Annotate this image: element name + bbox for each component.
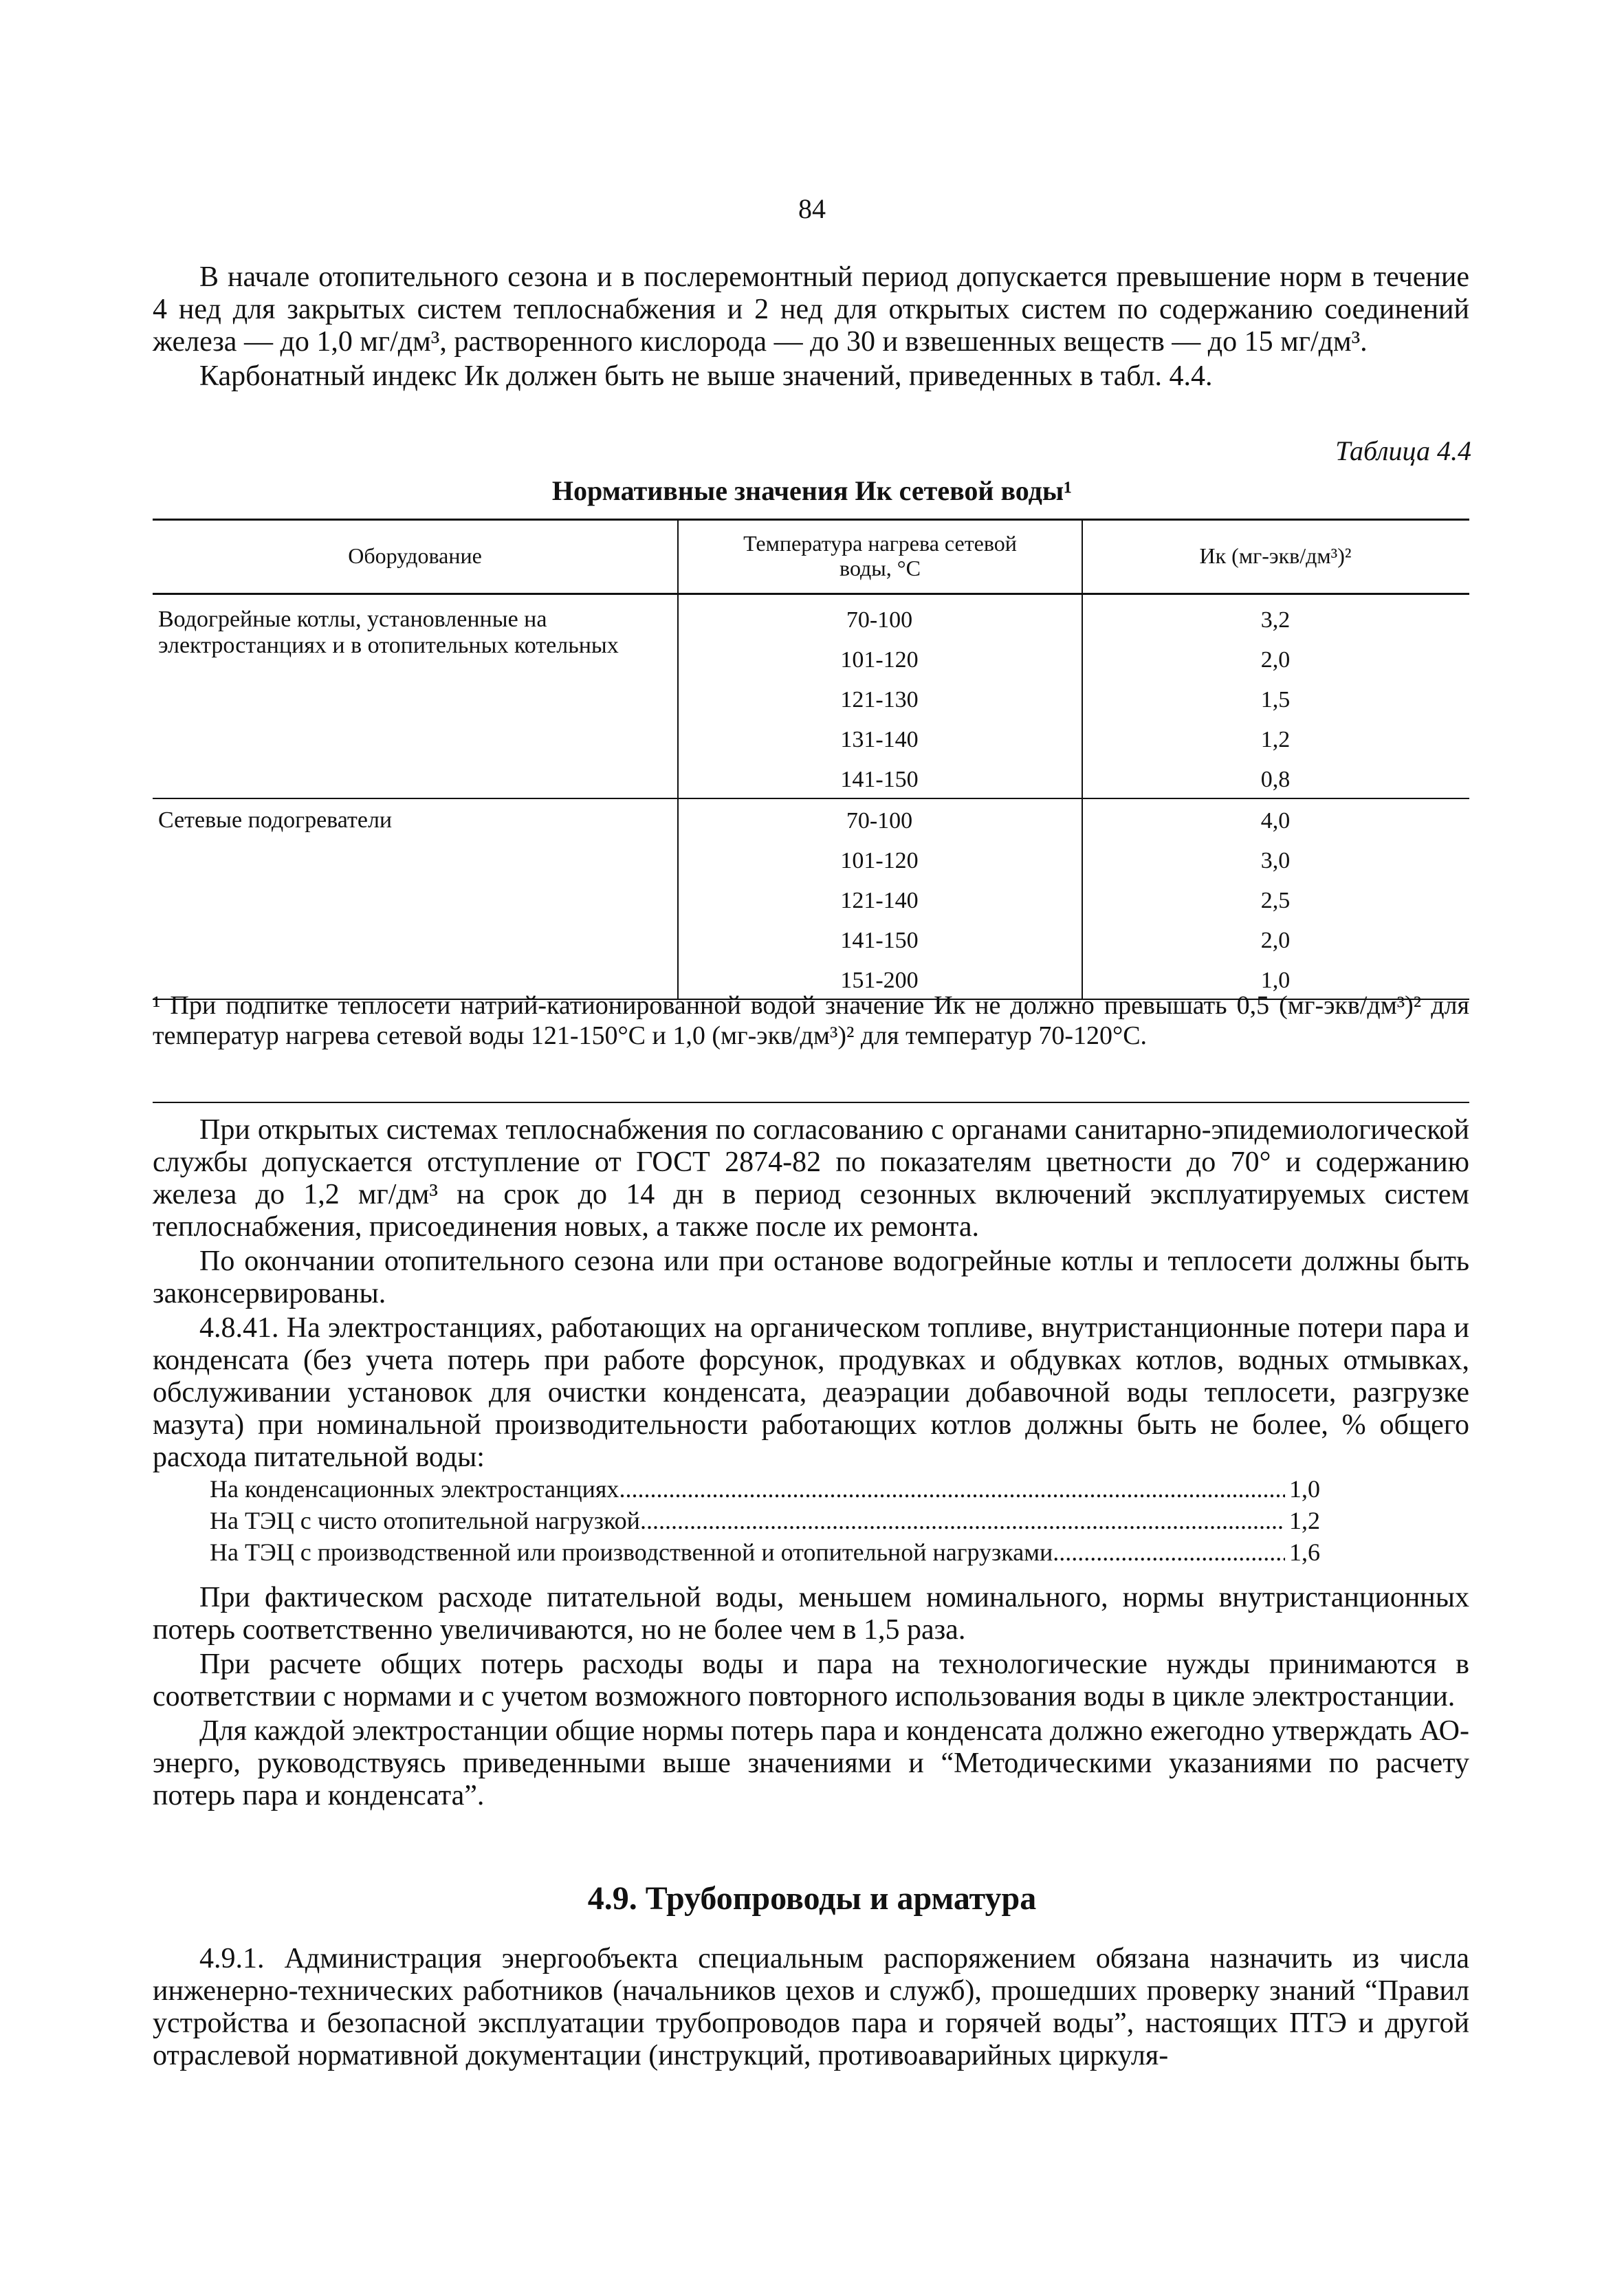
temperature-cell: 131-140: [840, 727, 919, 752]
loss-norm-value: 1,2: [1289, 1507, 1320, 1534]
paragraph: Для каждой электростанции общие нормы потерь пара и конденсата должно ежегодно утверждать АО-энерго, руководствуясь приведенными выше значениями и “Методическими указаниями по расчету потерь пара и конденсата”.: [153, 1715, 1469, 1811]
loss-norm-value: 1,6: [1289, 1538, 1320, 1566]
body-text: [153, 1114, 1469, 1474]
section-text: [153, 1943, 1469, 2072]
loss-norm-label: На конденсационных электростанциях: [210, 1475, 619, 1503]
paragraph: При расчете общих потерь расходы воды и пара на технологические нужды принимаются в соответствии с нормами и с учетом возможного повторного использования воды в цикле электростанции.: [153, 1648, 1469, 1712]
table-title: Нормативные значения Ик сетевой воды¹: [551, 475, 1073, 506]
table-footnote: ¹ При подпитке теплосети натрий-катионированной водой значение Ик не должно превышать 0,5 (мг-экв/дм³)² для температур нагрева сетевой воды 121-150°С и 1,0 (мг-экв/дм³)² для температур 70-120°С.: [153, 991, 1469, 1050]
paragraph: 4.9.1. Администрация энергообъекта специальным распоряжением обязана назначить из числа инженерно-технических работников (начальников цехов и служб), прошедших проверку знаний “Правил устройства и безопасной эксплуатации трубопроводов пара и горячей воды”, настоящих ПТЭ и другой отраслевой нормативной документации (инструкций, противоаварийных циркуля-: [153, 1943, 1469, 2071]
temperature-cell: 101-120: [840, 647, 919, 673]
equipment-cell: Водогрейные котлы, установленные на электростанциях и в отопительных котельных: [158, 607, 619, 658]
loss-norm-value: 1,0: [1289, 1475, 1320, 1503]
temperature-cell: 141-150: [840, 767, 919, 792]
index-cell: 1,0: [1260, 968, 1291, 993]
leader-dots: [619, 1474, 1285, 1503]
footnote-rule: [153, 1102, 1469, 1103]
loss-norm-label: На ТЭЦ с чисто отопительной нагрузкой: [210, 1507, 640, 1534]
table-top-rule: [153, 519, 1469, 521]
table-header-rule: [153, 593, 1469, 595]
temperature-cell: 151-200: [840, 968, 919, 993]
index-cell: 2,0: [1260, 928, 1291, 953]
header-temperature: Температура нагрева сетевой воды, °С: [743, 531, 1017, 580]
header-equipment: Оборудование: [348, 543, 482, 568]
index-cell: 1,5: [1260, 687, 1291, 712]
index-cell: 4,0: [1260, 808, 1291, 834]
paragraph: При открытых системах теплоснабжения по согласованию с органами санитарно-эпидемиологической службы допускается отступление от ГОСТ 2874-82 по показателям цветности до 70° и содержанию железа до 1,2 мг/дм³ на срок до 14 дн в период сезонных включений эксплуатируемых систем теплоснабжения, присоединения новых, а также после их ремонта.: [153, 1114, 1469, 1243]
paragraph: По окончании отопительного сезона или при останове водогрейные котлы и теплосети должны быть законсервированы.: [153, 1245, 1469, 1309]
leader-dots: [640, 1506, 1285, 1535]
index-cell: 1,2: [1260, 727, 1291, 752]
paragraph: 4.8.41. На электростанциях, работающих на органическом топливе, внутристанционные потери пара и конденсата (без учета потерь при работе форсунок, продувках и обдувках котлов, водных отмывках, обслуживании установок для очистки конденсата, деаэрации добавочной воды теплосети, разгрузке мазута) при номинальной производительности работающих котлов должны быть не более, % общего расхода питательной воды:: [153, 1312, 1469, 1473]
paragraph: Карбонатный индекс Ик должен быть не выше значений, приведенных в табл. 4.4.: [199, 360, 1213, 392]
temperature-cell: 121-140: [840, 888, 919, 913]
intro-text: [153, 261, 1469, 393]
index-cell: 3,2: [1260, 607, 1291, 633]
index-cell: 3,0: [1260, 848, 1291, 873]
loss-norm-label: На ТЭЦ с производственной или производственной и отопительной нагрузками: [210, 1538, 1053, 1566]
index-cell: 2,0: [1260, 647, 1291, 673]
page-number: 84: [798, 193, 826, 224]
table-label: Таблица 4.4: [1335, 435, 1471, 466]
paragraph: В начале отопительного сезона и в послеремонтный период допускается превышение норм в течение 4 нед для закрытых систем теплоснабжения и 2 нед для открытых систем по содержанию соединений железа — до 1,0 мг/дм³, растворенного кислорода — до 30 и взвешенных веществ — до 15 мг/дм³.: [153, 261, 1469, 358]
temperature-cell: 101-120: [840, 848, 919, 873]
equipment-cell: Сетевые подогреватели: [158, 807, 393, 833]
temperature-cell: 121-130: [840, 687, 919, 712]
loss-norm-row: [210, 1506, 1320, 1536]
loss-norm-row: [210, 1538, 1320, 1568]
table-group-rule: [153, 798, 1469, 799]
temperature-cell: 141-150: [840, 928, 919, 953]
temperature-cell: 70-100: [846, 607, 913, 633]
header-index: Ик (мг-экв/дм³)²: [1199, 543, 1352, 568]
leader-dots: [1053, 1538, 1285, 1567]
paragraph: При фактическом расходе питательной воды, меньшем номинального, нормы внутристанционных потерь соответственно увеличиваются, но не более чем в 1,5 раза.: [153, 1582, 1469, 1646]
index-cell: 2,5: [1260, 888, 1291, 913]
temperature-cell: 70-100: [846, 808, 913, 834]
index-cell: 0,8: [1260, 767, 1291, 792]
closing-text: [153, 1582, 1469, 1812]
loss-norm-row: [210, 1474, 1320, 1505]
section-heading: 4.9. Трубопроводы и арматура: [587, 1880, 1037, 1917]
